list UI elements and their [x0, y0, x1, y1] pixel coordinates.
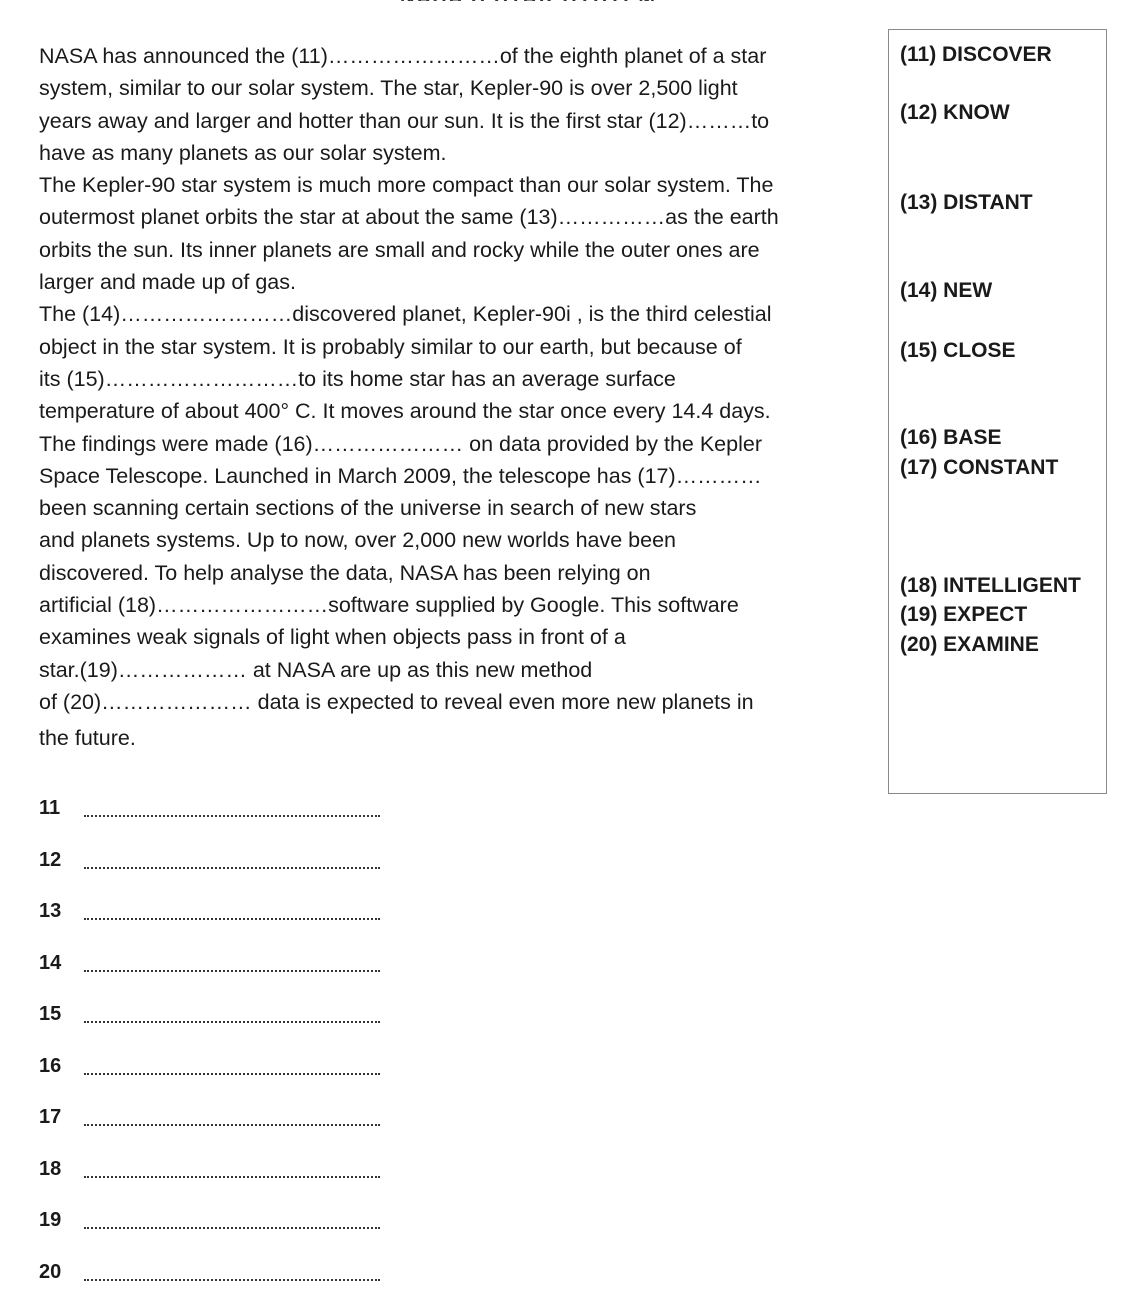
passage-line: its (15)………………………to its home star has an average surface	[39, 366, 676, 391]
passage-line: temperature of about 400° C. It moves around the star once every 14.4 days.	[39, 399, 771, 424]
passage-line: Space Telescope. Launched in March 2009, the telescope has (17)…………	[39, 463, 762, 488]
word-cue: (16) BASE	[900, 426, 1002, 449]
passage-line: orbits the sun. Its inner planets are small and rocky while the outer ones are	[39, 237, 760, 262]
answer-blank[interactable]	[84, 1279, 380, 1281]
answer-blank[interactable]	[84, 1227, 380, 1229]
answer-row	[39, 1103, 384, 1133]
word-cue: (13) DISTANT	[900, 191, 1033, 214]
answer-row	[39, 1000, 384, 1030]
passage-line: years away and larger and hotter than our sun. It is the first star (12)………to	[39, 108, 770, 133]
passage-line: The Kepler-90 star system is much more compact than our solar system. The	[39, 173, 774, 198]
passage-line: examines weak signals of light when objects pass in front of a	[39, 625, 626, 650]
word-cue: (11) DISCOVER	[900, 43, 1052, 66]
passage-line: discovered. To help analyse the data, NASA has been relying on	[39, 560, 651, 585]
answer-blank[interactable]	[84, 1021, 380, 1023]
passage-line: The (14)……………………discovered planet, Kepler-90i , is the third celestial	[39, 302, 772, 327]
answer-row	[39, 949, 384, 979]
passage-line: The findings were made (16)………………… on data provided by the Kepler	[39, 431, 762, 456]
answer-row	[39, 794, 384, 824]
word-cue: (19) EXPECT	[900, 603, 1028, 626]
answer-blank[interactable]	[84, 918, 380, 920]
passage-line: of (20)………………… data is expected to reveal even more new planets in	[39, 689, 754, 714]
answer-blank[interactable]	[84, 867, 380, 869]
passage-line: larger and made up of gas.	[39, 270, 296, 295]
answer-number: 17	[39, 1106, 62, 1128]
answer-number: 16	[39, 1054, 62, 1077]
answer-row	[39, 1206, 384, 1236]
answer-number: 13	[39, 900, 62, 922]
passage	[39, 40, 884, 755]
answer-row	[39, 1258, 384, 1288]
answer-row	[39, 846, 384, 876]
answer-number: 19	[39, 1209, 62, 1231]
answer-blank[interactable]	[84, 1073, 380, 1075]
passage-line: object in the star system. It is probably similar to our earth, but because of	[39, 334, 742, 359]
answer-row	[39, 1155, 384, 1185]
answer-row	[39, 897, 384, 927]
passage-line: been scanning certain sections of the universe in search of new stars	[39, 496, 697, 521]
passage-line: outermost planet orbits the star at about the same (13)……………as the earth	[39, 205, 779, 230]
word-cue: (14) NEW	[900, 279, 993, 302]
answer-blank[interactable]	[84, 1124, 380, 1126]
word-cue: (20) EXAMINE	[900, 633, 1039, 656]
answer-blank[interactable]	[84, 815, 380, 817]
answer-number: 15	[39, 1003, 62, 1025]
passage-line: system, similar to our solar system. The star, Kepler-90 is over 2,500 light	[39, 76, 738, 101]
word-cue: (12) KNOW	[900, 101, 1010, 124]
passage-line: NASA has announced the (11)……………………of the eighth planet of a star	[39, 44, 767, 68]
answer-number: 14	[39, 951, 62, 974]
answer-blank[interactable]	[84, 1176, 380, 1178]
passage-line: have as many planets as our solar system.	[39, 140, 447, 165]
answer-number: 12	[39, 848, 62, 871]
passage-line: artificial (18)……………………software supplied by Google. This software	[39, 593, 739, 618]
document-title	[400, 0, 660, 1]
word-cue: (15) CLOSE	[900, 339, 1016, 362]
answer-number: 20	[39, 1260, 62, 1283]
answer-number: 18	[39, 1157, 62, 1180]
passage-line: the future.	[39, 726, 136, 751]
passage-line: star.(19)……………… at NASA are up as this new method	[39, 657, 593, 682]
word-cue: (17) CONSTANT	[900, 456, 1059, 479]
word-box	[888, 29, 1107, 794]
word-cue: (18) INTELLIGENT	[900, 574, 1081, 597]
answer-blank[interactable]	[84, 970, 380, 972]
answer-number: 11	[39, 797, 61, 819]
passage-line: and planets systems. Up to now, over 2,000 new worlds have been	[39, 528, 677, 553]
answer-row	[39, 1052, 384, 1082]
